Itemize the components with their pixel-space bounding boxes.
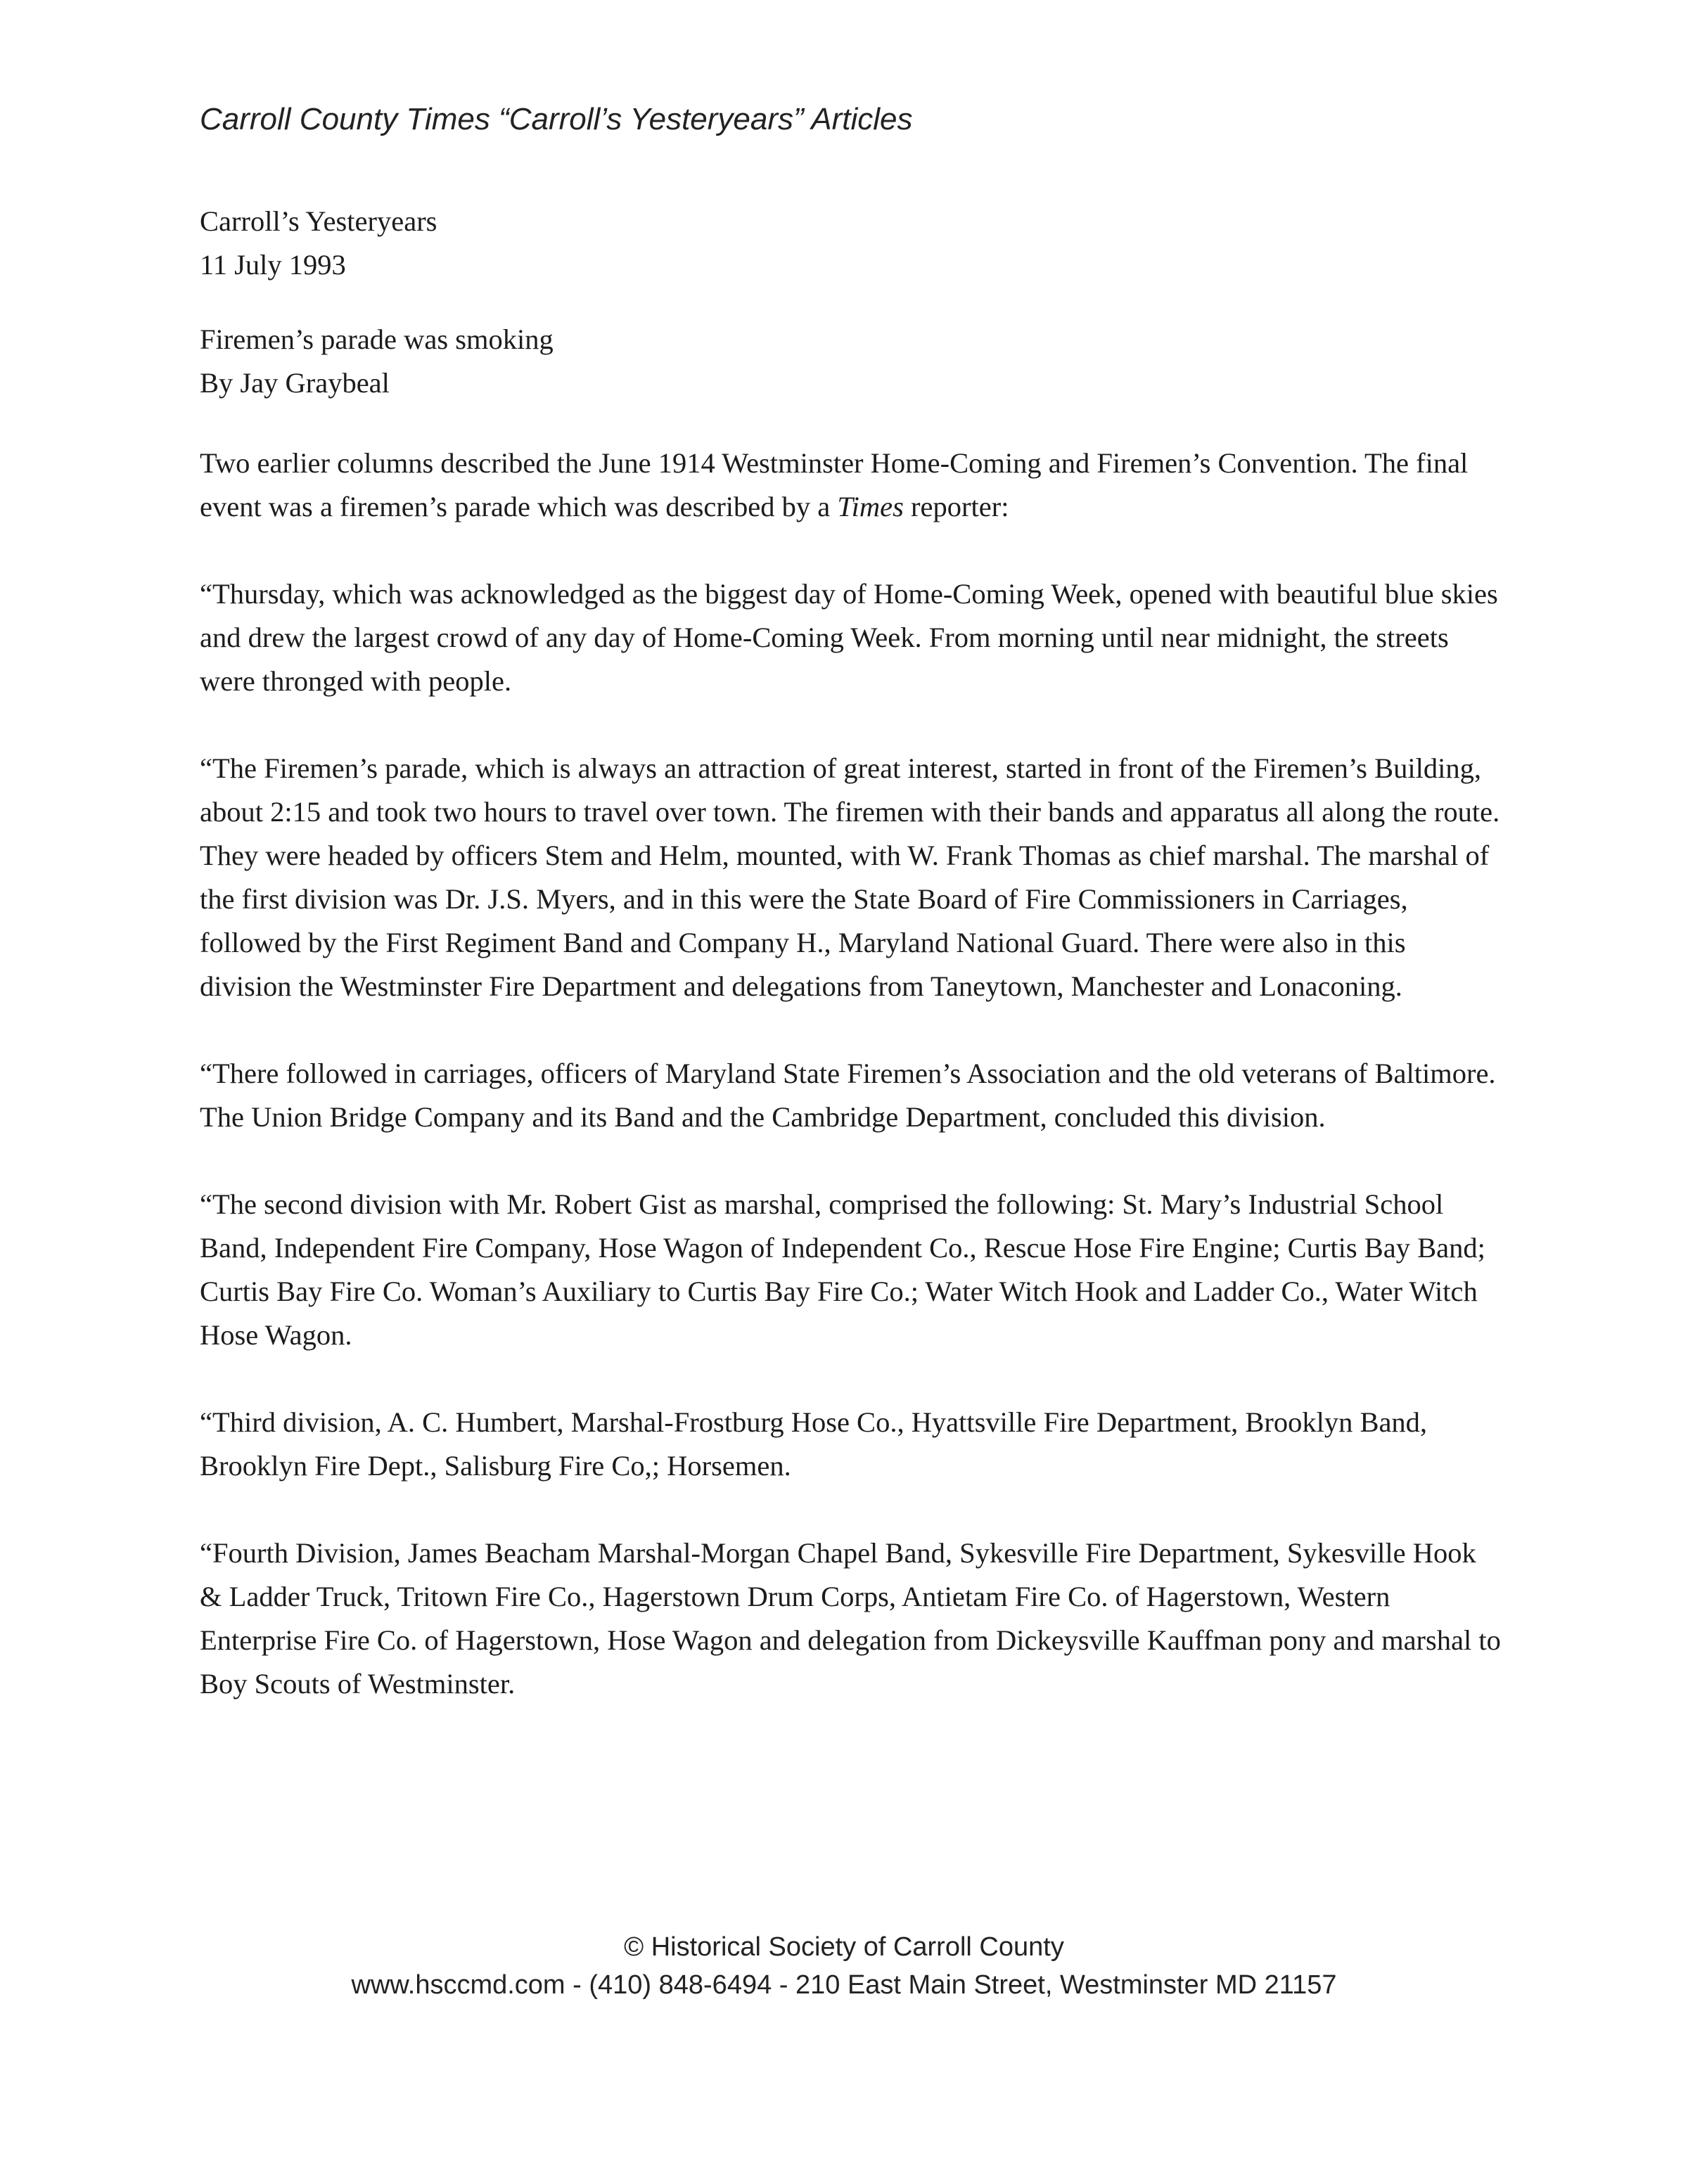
article-headline: Firemen’s parade was smoking <box>200 323 554 355</box>
quote-paragraph: “Third division, A. C. Humbert, Marshal-Frostburg Hose Co., Hyattsville Fire Department, Brooklyn Band, Brooklyn Fire Dept., Salisburg Fire Co,; Horsemen. <box>200 1406 1428 1482</box>
quote-paragraph: “The second division with Mr. Robert Gist as marshal, comprised the following: St. Mary’s Industrial School Band, Independent Fire Company, Hose Wagon of Independent Co., Rescue Hose Fire Engine; Curtis Bay Band; Curtis Bay Fire Co. Woman’s Auxiliary to Curtis Bay Fire Co.; Water Witch Hook and Ladder Co., Water Witch Hose Wagon. <box>200 1188 1485 1351</box>
intro-paragraph <box>200 442 1501 529</box>
quote-paragraph: “The Firemen’s parade, which is always an attraction of great interest, started in front of the Firemen’s Building, about 2:15 and took two hours to travel over town. The firemen with their bands and apparatus all along the route. They were headed by officers Stem and Helm, mounted, with W. Frank Thomas as chief marshal. The marshal of the first division was Dr. J.S. Myers, and in this were the State Board of Fire Commissioners in Carriages, followed by the First Regiment Band and Company H., Maryland National Guard. There were also in this division the Westminster Fire Department and delegations from Taneytown, Manchester and Lonaconing. <box>200 752 1500 1002</box>
intro-text-end: reporter: <box>903 491 1009 522</box>
quote-paragraph: “There followed in carriages, officers of Maryland State Firemen’s Association and the old veterans of Baltimore. The Union Bridge Company and its Band and the Cambridge Department, concluded this division. <box>200 1058 1496 1133</box>
article-date: 11 July 1993 <box>200 249 346 281</box>
intro-text-start: Two earlier columns described the June 1914 Westminster Home-Coming and Firemen’s Convention. The final event was a firemen’s parade which was described by a <box>200 447 1469 522</box>
column-name: Carroll’s Yesteryears <box>200 205 437 237</box>
quote-paragraph: “Fourth Division, James Beacham Marshal-Morgan Chapel Band, Sykesville Fire Department, Sykesville Hook & Ladder Truck, Tritown Fire Co., Hagerstown Drum Corps, Antietam Fire Co. of Hagerstown, Western Enterprise Fire Co. of Hagerstown, Hose Wagon and delegation from Dickeysville Kauffman pony and marshal to Boy Scouts of Westminster. <box>200 1537 1501 1700</box>
article-body <box>200 200 1501 1706</box>
running-header: Carroll County Times “Carroll’s Yesteryears” Articles <box>200 102 913 136</box>
article-byline: By Jay Graybeal <box>200 367 390 399</box>
quote-paragraph: “Thursday, which was acknowledged as the biggest day of Home-Coming Week, opened with beautiful blue skies and drew the largest crowd of any day of Home-Coming Week. From morning until near midnight, the streets were thronged with people. <box>200 578 1498 697</box>
footer-copyright: © Historical Society of Carroll County <box>624 1932 1064 1962</box>
publication-name: Times <box>837 491 904 522</box>
column-info <box>200 200 1501 287</box>
page-footer <box>0 1928 1688 2004</box>
title-block <box>200 318 1501 405</box>
footer-contact: www.hsccmd.com - (410) 848-6494 - 210 East Main Street, Westminster MD 21157 <box>351 1970 1337 2000</box>
